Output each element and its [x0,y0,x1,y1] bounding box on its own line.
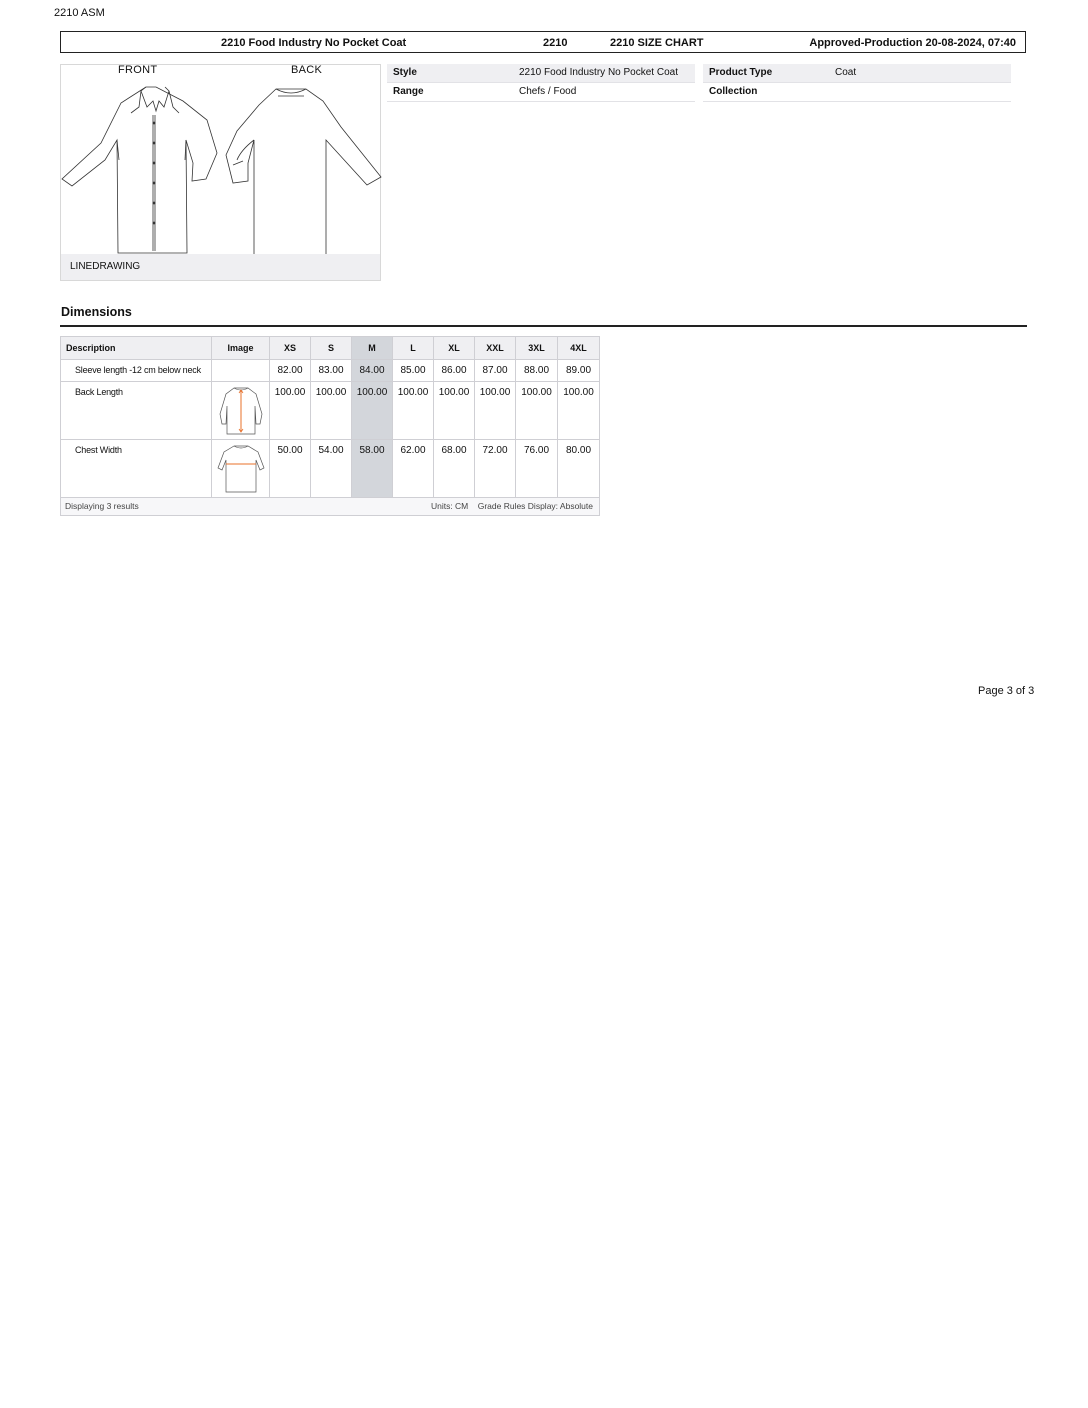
value-cell: 100.00 [434,382,475,440]
dimensions-table [60,336,600,516]
coat-line-drawing [61,65,382,257]
page-number: Page 3 of 3 [978,685,1035,697]
back-length-diagram-icon [216,384,266,436]
value-cell: 83.00 [311,360,352,382]
units-label: Units: CM [430,501,469,511]
value-cell: 87.00 [475,360,516,382]
size-header-m: M [352,337,393,360]
info-row-collection [703,83,1011,102]
value-cell: 86.00 [434,360,475,382]
row-image-empty [212,360,270,382]
size-header-xxl: XXL [475,337,516,360]
value-cell: 50.00 [270,440,311,498]
table-header-row [61,337,600,360]
value-cell: 68.00 [434,440,475,498]
line-drawing-panel [60,64,381,281]
value-cell: 72.00 [475,440,516,498]
value-cell: 100.00 [352,382,393,440]
product-type-value: Coat [835,67,857,78]
value-cell: 76.00 [516,440,558,498]
drawing-caption: LINEDRAWING [61,254,380,280]
style-label: Style [393,67,417,78]
units-info [431,501,593,511]
header-chart-title: 2210 SIZE CHART [610,37,704,49]
grade-rules-label: Grade Rules Display: Absolute [477,501,593,511]
document-id: 2210 ASM [54,7,105,19]
product-type-label: Product Type [709,67,773,78]
table-row [61,360,600,382]
size-header-xs: XS [270,337,311,360]
row-description: Sleeve length -12 cm below neck [61,360,212,382]
chest-width-diagram-icon [216,442,266,494]
size-header-l: L [393,337,434,360]
collection-label: Collection [709,86,758,97]
info-row-product-type [703,64,1011,83]
back-length-thumbnail [212,382,270,440]
range-label: Range [393,86,424,97]
range-value: Chefs / Food [519,86,577,97]
chest-width-thumbnail [212,440,270,498]
row-description: Chest Width [61,440,212,498]
size-header-4xl: 4XL [558,337,600,360]
table-row [61,440,600,498]
value-cell: 100.00 [393,382,434,440]
value-cell: 82.00 [270,360,311,382]
results-count: Displaying 3 results [65,501,139,511]
header-bar [60,31,1026,53]
value-cell: 80.00 [558,440,600,498]
value-cell: 100.00 [311,382,352,440]
size-header-xl: XL [434,337,475,360]
header-style-name: 2210 Food Industry No Pocket Coat [221,37,407,49]
section-divider [60,325,1027,327]
value-cell: 85.00 [393,360,434,382]
info-row-range [387,83,695,102]
value-cell: 58.00 [352,440,393,498]
table-row [61,382,600,440]
table-footer [61,498,600,516]
value-cell: 62.00 [393,440,434,498]
info-row-style [387,64,695,83]
value-cell: 100.00 [516,382,558,440]
header-status: Approved-Production 20-08-2024, 07:40 [809,37,1016,49]
value-cell: 100.00 [475,382,516,440]
style-value: 2210 Food Industry No Pocket Coat [519,67,678,78]
value-cell: 84.00 [352,360,393,382]
header-code: 2210 [543,37,568,49]
description-header: Description [61,337,212,360]
row-description: Back Length [61,382,212,440]
table-footer-row [61,498,600,516]
size-header-s: S [311,337,352,360]
value-cell: 89.00 [558,360,600,382]
front-view-label: FRONT [118,64,158,76]
value-cell: 88.00 [516,360,558,382]
back-view-label: BACK [291,64,323,76]
value-cell: 54.00 [311,440,352,498]
value-cell: 100.00 [270,382,311,440]
size-header-3xl: 3XL [516,337,558,360]
image-header: Image [212,337,270,360]
dimensions-title: Dimensions [61,305,132,319]
value-cell: 100.00 [558,382,600,440]
